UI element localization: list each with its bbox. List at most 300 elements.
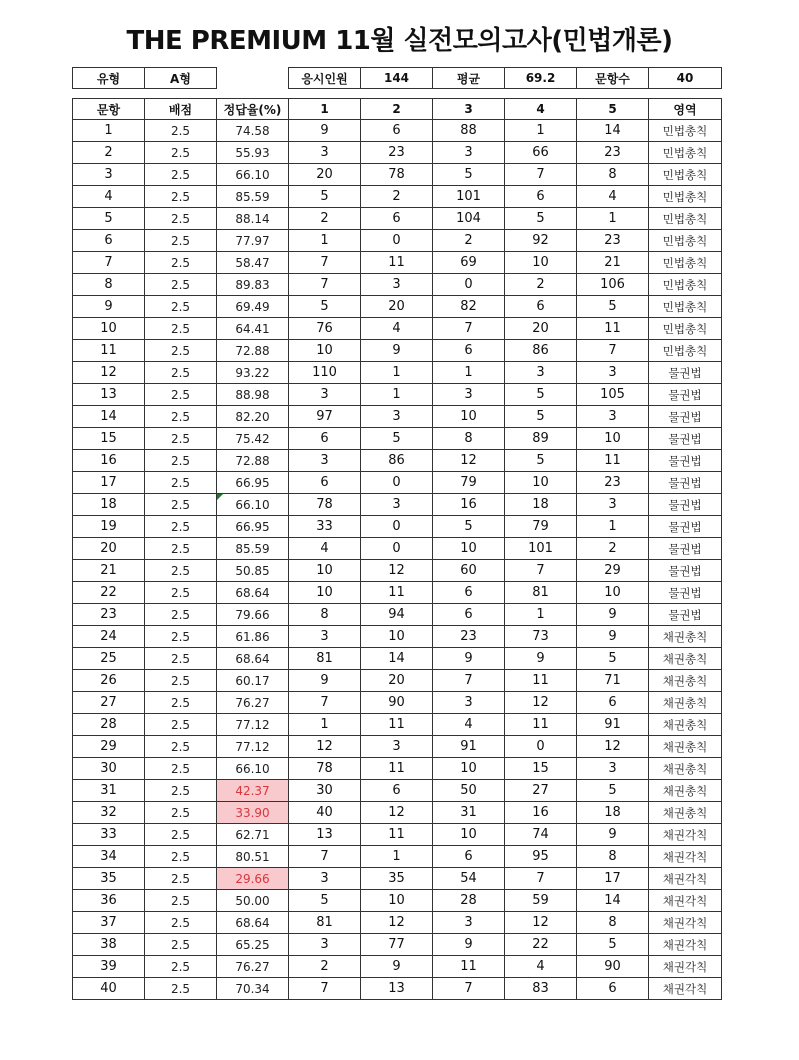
table-row (73, 890, 722, 912)
score-cell: 2.5 (145, 142, 217, 164)
area-cell: 채권각칙 (649, 956, 722, 978)
choice-4-count-cell: 86 (505, 340, 577, 362)
table-row (73, 318, 722, 340)
choice-4-count-cell: 79 (505, 516, 577, 538)
choice-1-count-cell: 10 (289, 582, 361, 604)
choice-2-count-cell: 14 (361, 648, 433, 670)
question-number-cell: 11 (73, 340, 145, 362)
choice-5-count-cell: 10 (577, 428, 649, 450)
choice-2-count-cell: 3 (361, 274, 433, 296)
choice-4-count-cell: 4 (505, 956, 577, 978)
choice-4-count-cell: 6 (505, 186, 577, 208)
choice-5-count-cell: 8 (577, 164, 649, 186)
area-cell: 민법총칙 (649, 318, 722, 340)
question-number-cell: 4 (73, 186, 145, 208)
choice-3-count-cell: 101 (433, 186, 505, 208)
table-row (73, 780, 722, 802)
choice-5-count-cell: 10 (577, 582, 649, 604)
table-row (73, 934, 722, 956)
table-row (73, 516, 722, 538)
score-cell: 2.5 (145, 692, 217, 714)
column-header-choice-5: 5 (577, 99, 649, 120)
choice-4-count-cell: 2 (505, 274, 577, 296)
question-number-cell: 9 (73, 296, 145, 318)
table-row (73, 186, 722, 208)
score-cell: 2.5 (145, 494, 217, 516)
choice-4-count-cell: 27 (505, 780, 577, 802)
choice-2-count-cell: 5 (361, 428, 433, 450)
area-cell: 민법총칙 (649, 340, 722, 362)
choice-3-count-cell: 7 (433, 318, 505, 340)
question-number-cell: 16 (73, 450, 145, 472)
question-number-cell: 8 (73, 274, 145, 296)
correct-rate-cell: 75.42 (217, 428, 289, 450)
choice-4-count-cell: 9 (505, 648, 577, 670)
type-value: A형 (145, 68, 217, 89)
question-number-cell: 36 (73, 890, 145, 912)
score-cell: 2.5 (145, 406, 217, 428)
table-row (73, 714, 722, 736)
question-number-cell: 7 (73, 252, 145, 274)
question-number-cell: 12 (73, 362, 145, 384)
area-cell: 민법총칙 (649, 296, 722, 318)
table-row (73, 648, 722, 670)
results-body (73, 120, 722, 1000)
area-cell: 민법총칙 (649, 164, 722, 186)
table-row (73, 494, 722, 516)
choice-2-count-cell: 1 (361, 846, 433, 868)
choice-1-count-cell: 7 (289, 252, 361, 274)
choice-5-count-cell: 6 (577, 978, 649, 1000)
choice-5-count-cell: 23 (577, 472, 649, 494)
score-cell: 2.5 (145, 714, 217, 736)
correct-rate-cell: 50.85 (217, 560, 289, 582)
table-row (73, 846, 722, 868)
choice-4-count-cell: 11 (505, 714, 577, 736)
score-cell: 2.5 (145, 362, 217, 384)
choice-2-count-cell: 23 (361, 142, 433, 164)
score-cell: 2.5 (145, 538, 217, 560)
table-row (73, 252, 722, 274)
choice-4-count-cell: 59 (505, 890, 577, 912)
choice-3-count-cell: 91 (433, 736, 505, 758)
choice-3-count-cell: 4 (433, 714, 505, 736)
question-number-cell: 23 (73, 604, 145, 626)
area-cell: 물권법 (649, 516, 722, 538)
choice-1-count-cell: 33 (289, 516, 361, 538)
choice-4-count-cell: 101 (505, 538, 577, 560)
page-title: THE PREMIUM 11월 실전모의고사(민법개론) (126, 26, 673, 56)
choice-3-count-cell: 6 (433, 604, 505, 626)
table-row (73, 142, 722, 164)
choice-2-count-cell: 86 (361, 450, 433, 472)
table-row (73, 230, 722, 252)
correct-rate-cell: 93.22 (217, 362, 289, 384)
correct-rate-cell: 58.47 (217, 252, 289, 274)
correct-rate-cell: 66.95 (217, 516, 289, 538)
choice-1-count-cell: 78 (289, 494, 361, 516)
choice-2-count-cell: 35 (361, 868, 433, 890)
score-cell: 2.5 (145, 318, 217, 340)
area-cell: 채권총칙 (649, 802, 722, 824)
correct-rate-cell: 70.34 (217, 978, 289, 1000)
score-cell: 2.5 (145, 230, 217, 252)
question-number-cell: 27 (73, 692, 145, 714)
column-header-question: 문항 (73, 99, 145, 120)
correct-rate-cell: 33.90 (217, 802, 289, 824)
choice-4-count-cell: 7 (505, 560, 577, 582)
choice-1-count-cell: 8 (289, 604, 361, 626)
area-cell: 채권각칙 (649, 890, 722, 912)
choice-3-count-cell: 69 (433, 252, 505, 274)
table-row (73, 626, 722, 648)
choice-2-count-cell: 94 (361, 604, 433, 626)
choice-5-count-cell: 3 (577, 406, 649, 428)
correct-rate-cell: 62.71 (217, 824, 289, 846)
correct-rate-cell: 79.66 (217, 604, 289, 626)
choice-2-count-cell: 1 (361, 362, 433, 384)
choice-2-count-cell: 9 (361, 956, 433, 978)
choice-5-count-cell: 8 (577, 846, 649, 868)
correct-rate-cell: 68.64 (217, 582, 289, 604)
correct-rate-cell: 69.49 (217, 296, 289, 318)
choice-4-count-cell: 73 (505, 626, 577, 648)
choice-2-count-cell: 2 (361, 186, 433, 208)
choice-5-count-cell: 21 (577, 252, 649, 274)
table-row (73, 406, 722, 428)
choice-1-count-cell: 3 (289, 626, 361, 648)
choice-5-count-cell: 17 (577, 868, 649, 890)
results-table (72, 98, 722, 1000)
choice-1-count-cell: 81 (289, 912, 361, 934)
choice-5-count-cell: 11 (577, 450, 649, 472)
choice-3-count-cell: 79 (433, 472, 505, 494)
correct-rate-cell: 76.27 (217, 692, 289, 714)
summary-gap (217, 68, 289, 89)
choice-4-count-cell: 10 (505, 472, 577, 494)
question-number-cell: 21 (73, 560, 145, 582)
area-cell: 물권법 (649, 384, 722, 406)
summary-row (73, 68, 722, 89)
table-row (73, 164, 722, 186)
choice-3-count-cell: 3 (433, 142, 505, 164)
table-row (73, 956, 722, 978)
question-number-cell: 31 (73, 780, 145, 802)
score-cell: 2.5 (145, 956, 217, 978)
question-number-cell: 20 (73, 538, 145, 560)
choice-4-count-cell: 3 (505, 362, 577, 384)
choice-3-count-cell: 6 (433, 582, 505, 604)
score-cell: 2.5 (145, 802, 217, 824)
table-row (73, 670, 722, 692)
score-cell: 2.5 (145, 626, 217, 648)
choice-5-count-cell: 9 (577, 824, 649, 846)
score-cell: 2.5 (145, 670, 217, 692)
choice-1-count-cell: 30 (289, 780, 361, 802)
choice-4-count-cell: 7 (505, 164, 577, 186)
column-header-choice-3: 3 (433, 99, 505, 120)
choice-3-count-cell: 28 (433, 890, 505, 912)
score-cell: 2.5 (145, 846, 217, 868)
table-row (73, 978, 722, 1000)
choice-5-count-cell: 9 (577, 604, 649, 626)
table-row (73, 120, 722, 142)
choice-2-count-cell: 11 (361, 582, 433, 604)
choice-5-count-cell: 11 (577, 318, 649, 340)
choice-4-count-cell: 83 (505, 978, 577, 1000)
choice-4-count-cell: 12 (505, 692, 577, 714)
choice-3-count-cell: 6 (433, 846, 505, 868)
choice-4-count-cell: 89 (505, 428, 577, 450)
choice-4-count-cell: 22 (505, 934, 577, 956)
table-row (73, 912, 722, 934)
score-cell: 2.5 (145, 780, 217, 802)
choice-1-count-cell: 13 (289, 824, 361, 846)
choice-2-count-cell: 6 (361, 780, 433, 802)
question-number-cell: 17 (73, 472, 145, 494)
choice-3-count-cell: 1 (433, 362, 505, 384)
question-number-cell: 15 (73, 428, 145, 450)
choice-3-count-cell: 31 (433, 802, 505, 824)
choice-1-count-cell: 1 (289, 714, 361, 736)
table-row (73, 582, 722, 604)
choice-5-count-cell: 5 (577, 648, 649, 670)
choice-5-count-cell: 6 (577, 692, 649, 714)
area-cell: 민법총칙 (649, 252, 722, 274)
choice-3-count-cell: 7 (433, 978, 505, 1000)
column-header-choice-2: 2 (361, 99, 433, 120)
question-number-cell: 14 (73, 406, 145, 428)
choice-1-count-cell: 20 (289, 164, 361, 186)
choice-3-count-cell: 50 (433, 780, 505, 802)
choice-4-count-cell: 12 (505, 912, 577, 934)
choice-5-count-cell: 9 (577, 626, 649, 648)
score-cell: 2.5 (145, 560, 217, 582)
correct-rate-cell: 68.64 (217, 648, 289, 670)
choice-3-count-cell: 10 (433, 758, 505, 780)
table-row (73, 362, 722, 384)
area-cell: 민법총칙 (649, 274, 722, 296)
choice-2-count-cell: 1 (361, 384, 433, 406)
question-number-cell: 25 (73, 648, 145, 670)
area-cell: 채권각칙 (649, 978, 722, 1000)
choice-1-count-cell: 7 (289, 692, 361, 714)
choice-1-count-cell: 7 (289, 274, 361, 296)
choice-5-count-cell: 5 (577, 296, 649, 318)
question-number-cell: 33 (73, 824, 145, 846)
correct-rate-cell: 72.88 (217, 450, 289, 472)
score-cell: 2.5 (145, 868, 217, 890)
choice-5-count-cell: 7 (577, 340, 649, 362)
choice-5-count-cell: 1 (577, 516, 649, 538)
correct-rate-cell: 66.10 (217, 758, 289, 780)
correct-rate-cell: 77.12 (217, 736, 289, 758)
choice-1-count-cell: 5 (289, 296, 361, 318)
area-cell: 채권총칙 (649, 714, 722, 736)
choice-2-count-cell: 11 (361, 714, 433, 736)
area-cell: 물권법 (649, 494, 722, 516)
choice-1-count-cell: 4 (289, 538, 361, 560)
correct-rate-cell: 74.58 (217, 120, 289, 142)
area-cell: 채권총칙 (649, 648, 722, 670)
choice-2-count-cell: 12 (361, 802, 433, 824)
question-number-cell: 2 (73, 142, 145, 164)
correct-rate-cell: 29.66 (217, 868, 289, 890)
choice-3-count-cell: 60 (433, 560, 505, 582)
area-cell: 물권법 (649, 560, 722, 582)
question-number-cell: 10 (73, 318, 145, 340)
choice-5-count-cell: 8 (577, 912, 649, 934)
choice-4-count-cell: 10 (505, 252, 577, 274)
score-cell: 2.5 (145, 472, 217, 494)
choice-5-count-cell: 18 (577, 802, 649, 824)
choice-2-count-cell: 0 (361, 230, 433, 252)
correct-rate-cell: 82.20 (217, 406, 289, 428)
choice-5-count-cell: 5 (577, 934, 649, 956)
choice-4-count-cell: 95 (505, 846, 577, 868)
choice-4-count-cell: 5 (505, 450, 577, 472)
choice-1-count-cell: 10 (289, 340, 361, 362)
choice-3-count-cell: 88 (433, 120, 505, 142)
correct-rate-cell: 68.64 (217, 912, 289, 934)
choice-3-count-cell: 5 (433, 164, 505, 186)
choice-3-count-cell: 3 (433, 384, 505, 406)
choice-3-count-cell: 6 (433, 340, 505, 362)
score-cell: 2.5 (145, 604, 217, 626)
choice-5-count-cell: 2 (577, 538, 649, 560)
choice-2-count-cell: 0 (361, 538, 433, 560)
correct-rate-cell: 72.88 (217, 340, 289, 362)
choice-2-count-cell: 0 (361, 472, 433, 494)
table-row (73, 604, 722, 626)
choice-2-count-cell: 90 (361, 692, 433, 714)
table-row (73, 824, 722, 846)
table-row (73, 692, 722, 714)
score-cell: 2.5 (145, 120, 217, 142)
choice-1-count-cell: 9 (289, 670, 361, 692)
score-cell: 2.5 (145, 912, 217, 934)
choice-3-count-cell: 82 (433, 296, 505, 318)
question-number-cell: 18 (73, 494, 145, 516)
table-row (73, 428, 722, 450)
choice-2-count-cell: 20 (361, 296, 433, 318)
correct-rate-cell: 85.59 (217, 186, 289, 208)
area-cell: 민법총칙 (649, 142, 722, 164)
area-cell: 채권각칙 (649, 824, 722, 846)
choice-1-count-cell: 1 (289, 230, 361, 252)
column-header-choice-4: 4 (505, 99, 577, 120)
choice-4-count-cell: 5 (505, 406, 577, 428)
table-row (73, 274, 722, 296)
correct-rate-cell: 89.83 (217, 274, 289, 296)
choice-4-count-cell: 5 (505, 208, 577, 230)
area-cell: 민법총칙 (649, 208, 722, 230)
choice-3-count-cell: 10 (433, 406, 505, 428)
correct-rate-cell: 85.59 (217, 538, 289, 560)
table-row (73, 868, 722, 890)
choice-5-count-cell: 71 (577, 670, 649, 692)
area-cell: 채권총칙 (649, 736, 722, 758)
choice-3-count-cell: 2 (433, 230, 505, 252)
table-row (73, 296, 722, 318)
choice-4-count-cell: 0 (505, 736, 577, 758)
question-number-cell: 13 (73, 384, 145, 406)
choice-2-count-cell: 4 (361, 318, 433, 340)
correct-rate-cell: 60.17 (217, 670, 289, 692)
type-label: 유형 (73, 68, 145, 89)
area-cell: 채권총칙 (649, 626, 722, 648)
choice-5-count-cell: 23 (577, 230, 649, 252)
question-number-cell: 39 (73, 956, 145, 978)
choice-2-count-cell: 78 (361, 164, 433, 186)
area-cell: 채권각칙 (649, 846, 722, 868)
score-cell: 2.5 (145, 758, 217, 780)
correct-rate-cell: 77.97 (217, 230, 289, 252)
table-row (73, 538, 722, 560)
choice-2-count-cell: 10 (361, 890, 433, 912)
question-number-cell: 5 (73, 208, 145, 230)
choice-2-count-cell: 10 (361, 626, 433, 648)
score-cell: 2.5 (145, 648, 217, 670)
choice-4-count-cell: 16 (505, 802, 577, 824)
area-cell: 물권법 (649, 362, 722, 384)
choice-1-count-cell: 5 (289, 186, 361, 208)
question-number-cell: 35 (73, 868, 145, 890)
choice-3-count-cell: 16 (433, 494, 505, 516)
choice-4-count-cell: 66 (505, 142, 577, 164)
choice-5-count-cell: 90 (577, 956, 649, 978)
question-number-cell: 22 (73, 582, 145, 604)
choice-2-count-cell: 12 (361, 912, 433, 934)
question-number-cell: 26 (73, 670, 145, 692)
choice-2-count-cell: 9 (361, 340, 433, 362)
correct-rate-cell: 64.41 (217, 318, 289, 340)
score-cell: 2.5 (145, 450, 217, 472)
correct-rate-cell: 76.27 (217, 956, 289, 978)
choice-2-count-cell: 11 (361, 252, 433, 274)
choice-1-count-cell: 3 (289, 934, 361, 956)
choice-4-count-cell: 15 (505, 758, 577, 780)
score-cell: 2.5 (145, 384, 217, 406)
choice-4-count-cell: 5 (505, 384, 577, 406)
header-row (73, 99, 722, 120)
question-number-cell: 1 (73, 120, 145, 142)
choice-3-count-cell: 9 (433, 934, 505, 956)
table-row (73, 560, 722, 582)
score-cell: 2.5 (145, 186, 217, 208)
choice-1-count-cell: 6 (289, 428, 361, 450)
column-header-choice-1: 1 (289, 99, 361, 120)
choice-3-count-cell: 0 (433, 274, 505, 296)
table-row (73, 802, 722, 824)
score-cell: 2.5 (145, 516, 217, 538)
area-cell: 물권법 (649, 604, 722, 626)
choice-5-count-cell: 14 (577, 120, 649, 142)
choice-1-count-cell: 10 (289, 560, 361, 582)
choice-3-count-cell: 10 (433, 824, 505, 846)
score-cell: 2.5 (145, 164, 217, 186)
choice-1-count-cell: 3 (289, 868, 361, 890)
table-row (73, 340, 722, 362)
choice-4-count-cell: 1 (505, 120, 577, 142)
choice-2-count-cell: 11 (361, 824, 433, 846)
choice-1-count-cell: 2 (289, 956, 361, 978)
score-cell: 2.5 (145, 252, 217, 274)
area-cell: 채권각칙 (649, 934, 722, 956)
table-row (73, 384, 722, 406)
choice-1-count-cell: 76 (289, 318, 361, 340)
choice-5-count-cell: 23 (577, 142, 649, 164)
